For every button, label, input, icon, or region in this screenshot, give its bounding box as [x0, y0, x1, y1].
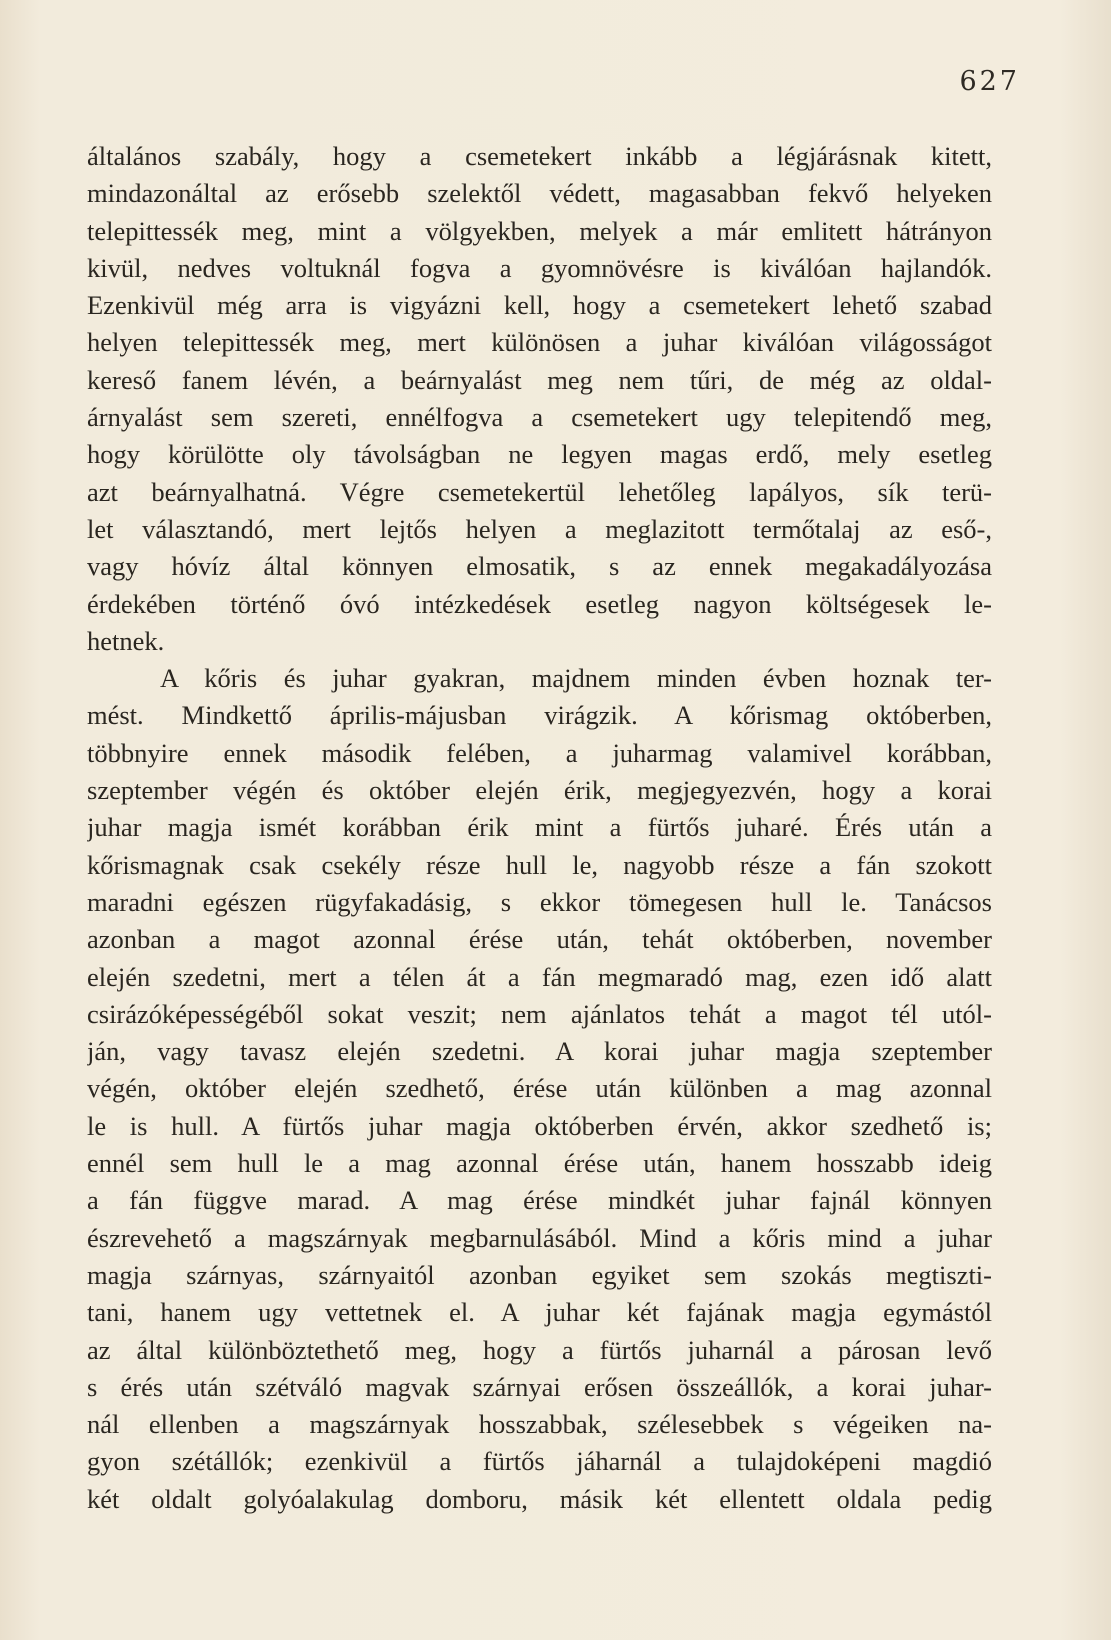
body-text: [87, 138, 992, 1518]
text-line: juhar magja ismét korábban érik mint a fürtős juharé. Érés után a: [87, 812, 992, 843]
text-line: elején szedetni, mert a télen át a fán megmaradó mag, ezen idő alatt: [87, 961, 992, 992]
page-number: 627: [959, 66, 1020, 97]
text-line: kivül, nedves voltuknál fogva a gyomnövésre is kiválóan hajlandók.: [87, 252, 992, 283]
text-line: kereső fanem lévén, a beárnyalást meg nem tűri, de még az oldal-: [87, 364, 992, 395]
text-line: árnyalást sem szereti, ennélfogva a csemetekert ugy telepitendő meg,: [87, 402, 992, 433]
text-line: érdekében történő óvó intézkedések esetleg nagyon költségesek le-: [87, 588, 992, 619]
text-line: csirázóképességéből sokat veszit; nem ajánlatos tehát a magot tél utól-: [87, 998, 992, 1029]
text-line: a fán függve marad. A mag érése mindkét juhar fajnál könnyen: [87, 1185, 992, 1216]
text-line: hetnek.: [87, 625, 165, 656]
text-line: magja szárnyas, szárnyaitól azonban egyiket sem szokás megtiszti-: [87, 1259, 992, 1290]
text-line: szeptember végén és október elején érik, megjegyezvén, hogy a korai: [87, 775, 992, 806]
text-line: le is hull. A fürtős juhar magja októberben érvén, akkor szedhető is;: [87, 1110, 992, 1141]
text-line: az által különböztethető meg, hogy a fürtős juharnál a párosan levő: [87, 1334, 992, 1365]
text-line: észrevehető a magszárnyak megbarnulásából. Mind a kőris mind a juhar: [87, 1222, 992, 1253]
text-line: telepittessék meg, mint a völgyekben, melyek a már emlitett hátrányon: [87, 215, 992, 246]
text-line: mindazonáltal az erősebb szelektől védett, magasabban fekvő helyeken: [87, 178, 992, 209]
text-line: A kőris és juhar gyakran, majdnem minden évben hoznak ter-: [160, 663, 992, 694]
text-line: két oldalt golyóalakulag domboru, másik két ellentett oldala pedig: [87, 1483, 992, 1514]
text-line: általános szabály, hogy a csemetekert inkább a légjárásnak kitett,: [87, 141, 992, 171]
text-line: s érés után szétváló magvak szárnyai erősen összeállók, a korai juhar-: [87, 1371, 992, 1402]
text-line: kőrismagnak csak csekély része hull le, nagyobb része a fán szokott: [87, 849, 992, 880]
text-line: Ezenkivül még arra is vigyázni kell, hogy a csemetekert lehető szabad: [87, 290, 992, 321]
text-line: mést. Mindkettő április-májusban virágzik. A kőrismag októberben,: [87, 700, 992, 731]
text-line: ján, vagy tavasz elején szedetni. A korai juhar magja szeptember: [87, 1036, 992, 1067]
text-line: hogy körülötte oly távolságban ne legyen magas erdő, mely esetleg: [87, 439, 992, 470]
text-line: gyon szétállók; ezenkivül a fürtős jáharnál a tulajdoképeni magdió: [87, 1446, 992, 1477]
text-line: maradni egészen rügyfakadásig, s ekkor tömegesen hull le. Tanácsos: [87, 886, 992, 917]
text-line: nál ellenben a magszárnyak hosszabbak, szélesebbek s végeiken na-: [87, 1409, 992, 1440]
text-line: azonban a magot azonnal érése után, tehát októberben, november: [87, 924, 992, 955]
text-line: többnyire ennek második felében, a juharmag valamivel korábban,: [87, 737, 992, 768]
text-line: azt beárnyalhatná. Végre csemetekertül lehetőleg lapályos, sík terü-: [87, 476, 992, 507]
text-line: ennél sem hull le a mag azonnal érése után, hanem hosszabb ideig: [87, 1148, 992, 1179]
text-line: helyen telepittessék meg, mert különösen a juhar kiválóan világosságot: [87, 327, 992, 358]
text-line: tani, hanem ugy vettetnek el. A juhar két fajának magja egymástól: [87, 1297, 992, 1328]
text-line: vagy hóvíz által könnyen elmosatik, s az ennek megakadályozása: [87, 551, 992, 582]
text-line: végén, október elején szedhető, érése után különben a mag azonnal: [87, 1073, 992, 1104]
text-line: let választandó, mert lejtős helyen a meglazitott termőtalaj az eső-,: [87, 513, 992, 544]
